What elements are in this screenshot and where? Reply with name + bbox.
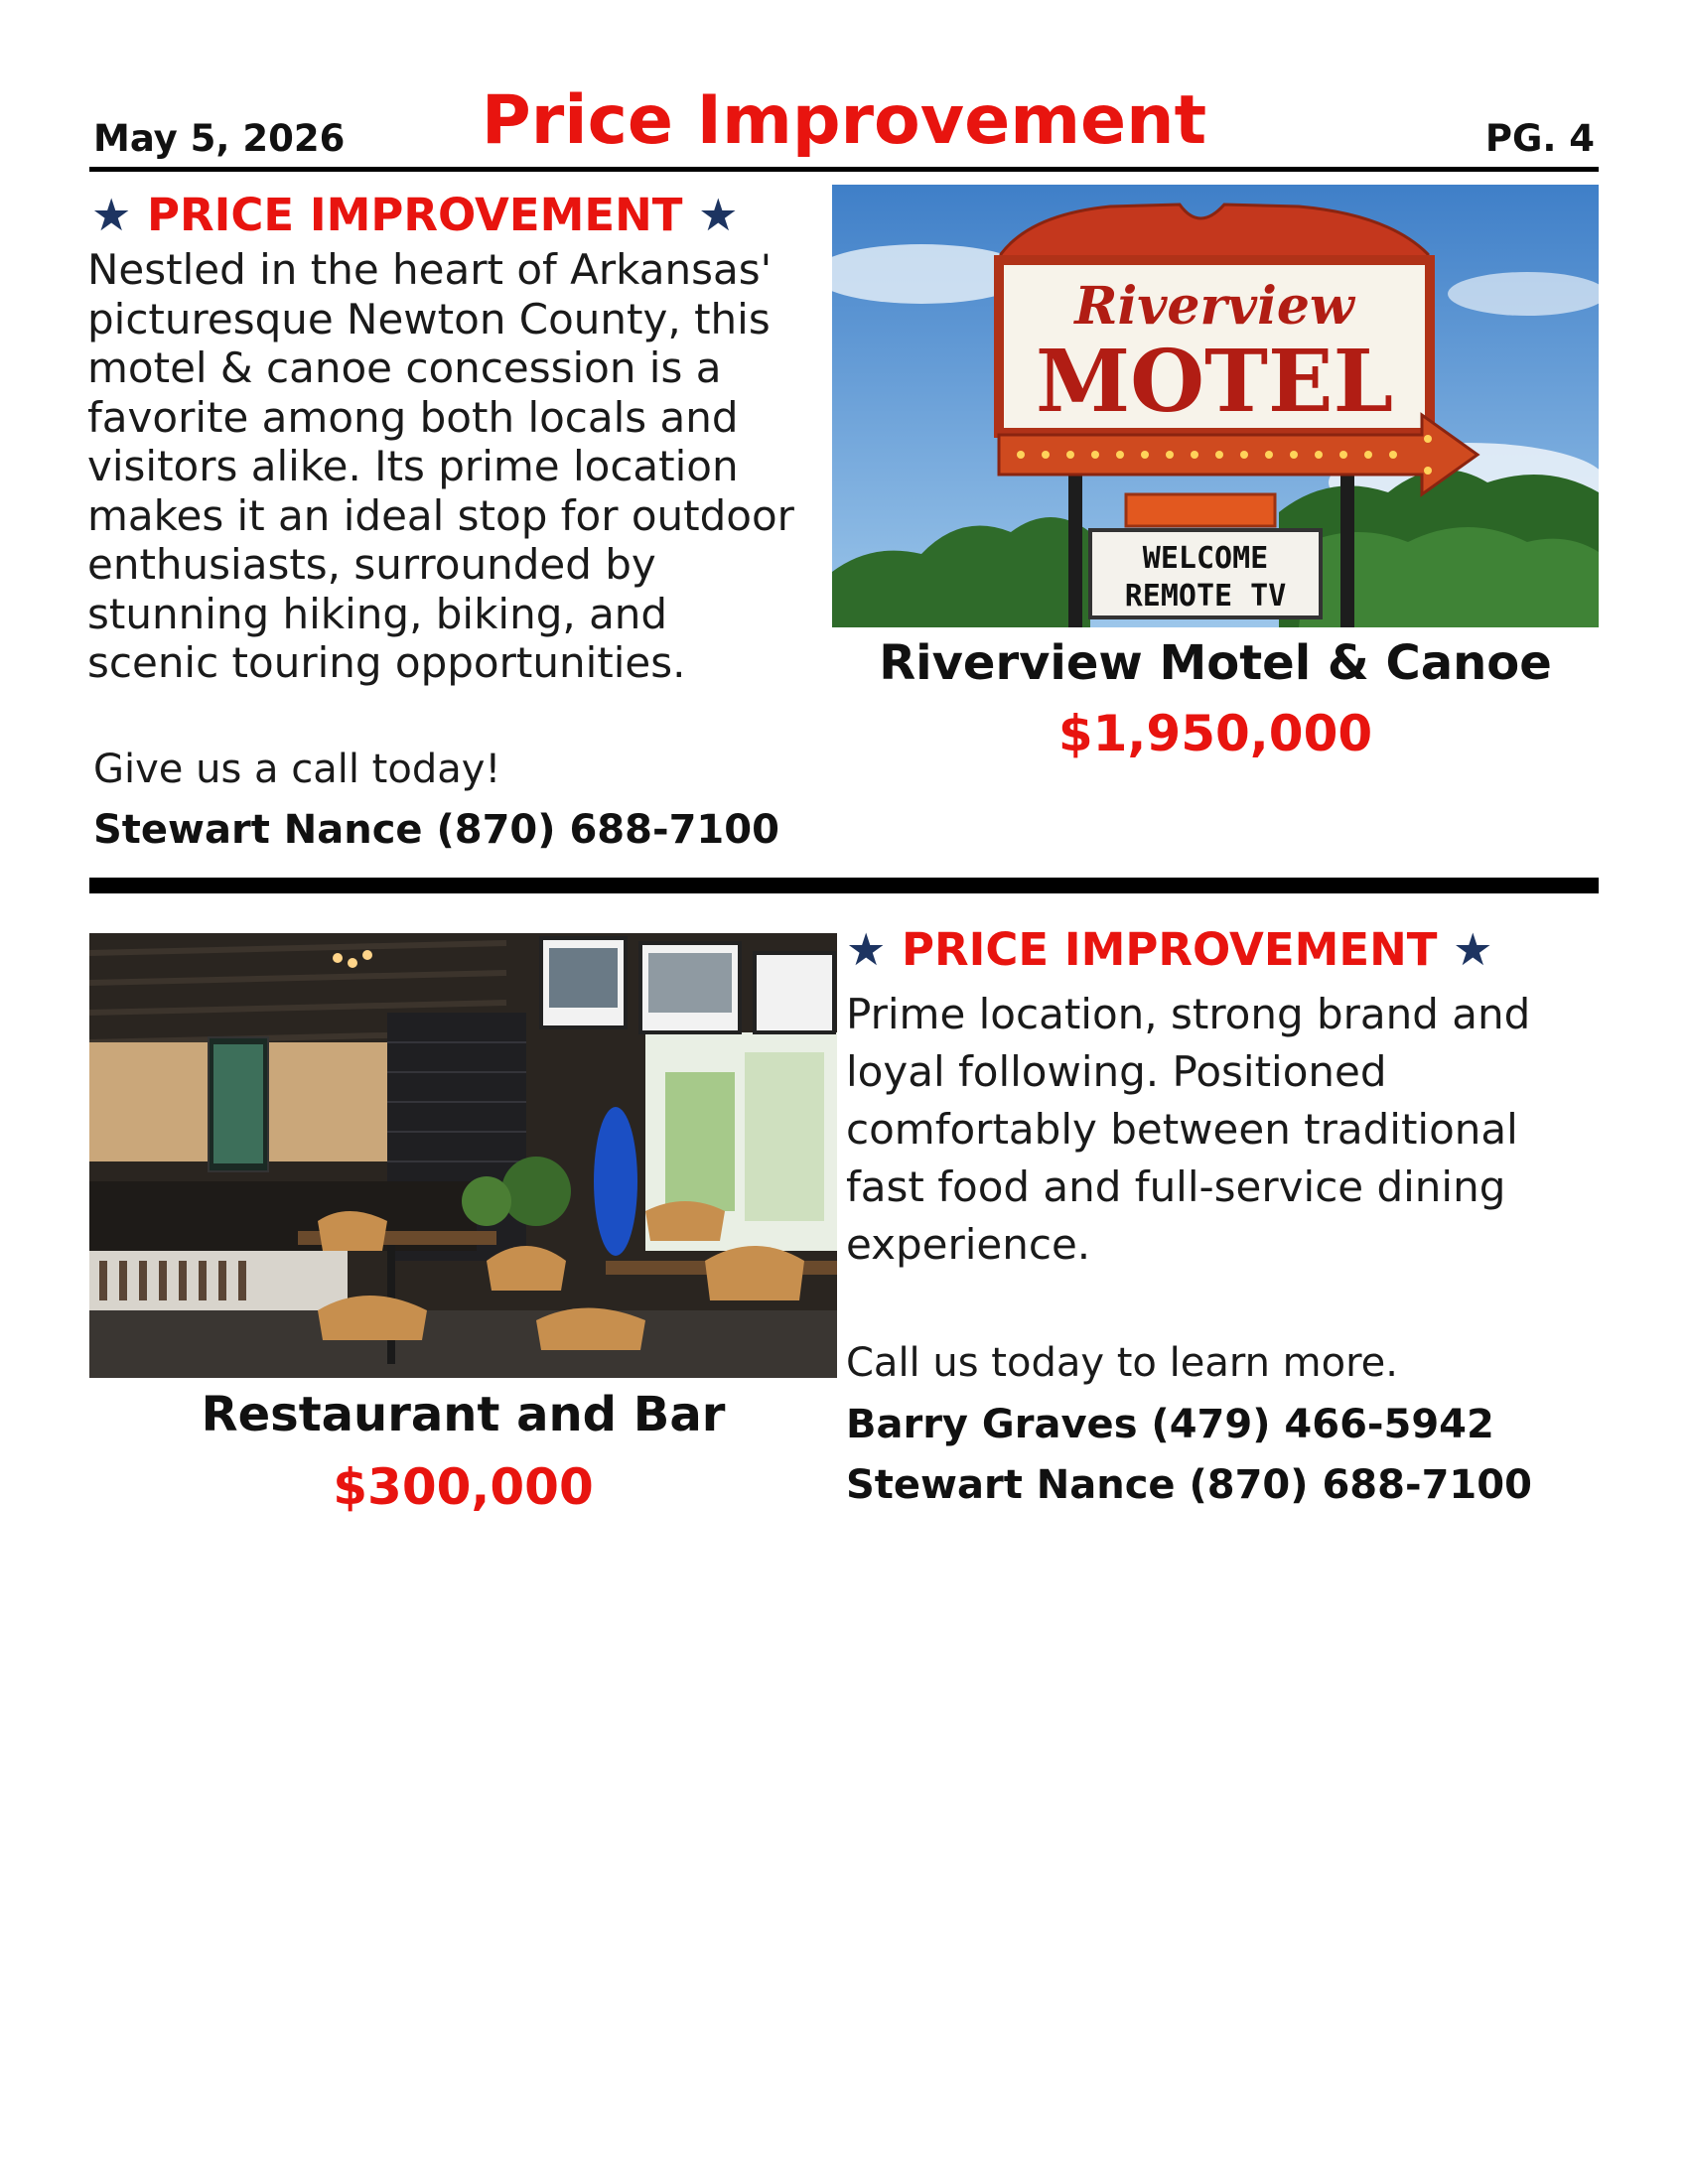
description-line: makes it an ideal stop for outdoor: [87, 490, 794, 540]
marquee-line-2: REMOTE TV: [1124, 579, 1287, 614]
description-line: comfortably between traditional: [846, 1105, 1518, 1154]
description-line: favorite among both locals and: [87, 392, 739, 442]
star-icon: ★: [1453, 923, 1493, 976]
listing2-name: Restaurant and Bar: [201, 1387, 726, 1442]
description-line: picturesque Newton County, this: [87, 294, 771, 343]
listing2-heading: [846, 923, 1492, 976]
marquee-line-1: WELCOME: [1142, 541, 1269, 576]
description-line: enthusiasts, surrounded by: [87, 540, 656, 589]
description-line: Prime location, strong brand and: [846, 990, 1531, 1038]
listing2-price: $300,000: [333, 1458, 594, 1516]
listing1-name: Riverview Motel & Canoe: [879, 635, 1552, 691]
star-icon: ★: [91, 189, 132, 241]
listing2-description: [846, 986, 1530, 1274]
description-line: scenic touring opportunities.: [87, 638, 686, 687]
listing1-description: [87, 245, 794, 688]
listing1-heading: [91, 189, 738, 241]
sign-script-text: Riverview: [1074, 276, 1354, 337]
restaurant-interior-photo: [89, 933, 837, 1378]
contact-line: Barry Graves (479) 466-5942: [846, 1402, 1494, 1447]
star-icon: ★: [846, 923, 887, 976]
listing1-contact: Stewart Nance (870) 688-7100: [93, 807, 779, 853]
description-line: visitors alike. Its prime location: [87, 442, 739, 490]
listing1-price: $1,950,000: [1057, 705, 1373, 762]
description-line: loyal following. Positioned: [846, 1047, 1387, 1096]
description-line: stunning hiking, biking, and: [87, 589, 668, 638]
listing2-call-text: Call us today to learn more.: [846, 1340, 1398, 1386]
sign-main-text: MOTEL: [1035, 332, 1394, 432]
description-line: fast food and full-service dining: [846, 1162, 1506, 1211]
description-line: motel & canoe concession is a: [87, 343, 722, 392]
motel-sign-photo: [832, 185, 1599, 627]
listing1-call-text: Give us a call today!: [93, 747, 501, 792]
listing2-contacts: [846, 1395, 1532, 1516]
listing1-heading-text: PRICE IMPROVEMENT: [147, 189, 683, 241]
section-divider: [89, 878, 1599, 893]
listing2-heading-text: PRICE IMPROVEMENT: [902, 923, 1438, 976]
issue-date: May 5, 2026: [93, 117, 346, 160]
page-number: PG. 4: [1484, 117, 1595, 160]
page-title: Price Improvement: [481, 81, 1207, 160]
description-line: experience.: [846, 1220, 1091, 1269]
header-divider: [89, 167, 1599, 172]
contact-line: Stewart Nance (870) 688-7100: [846, 1462, 1532, 1508]
description-line: Nestled in the heart of Arkansas': [87, 245, 773, 294]
star-icon: ★: [698, 189, 739, 241]
